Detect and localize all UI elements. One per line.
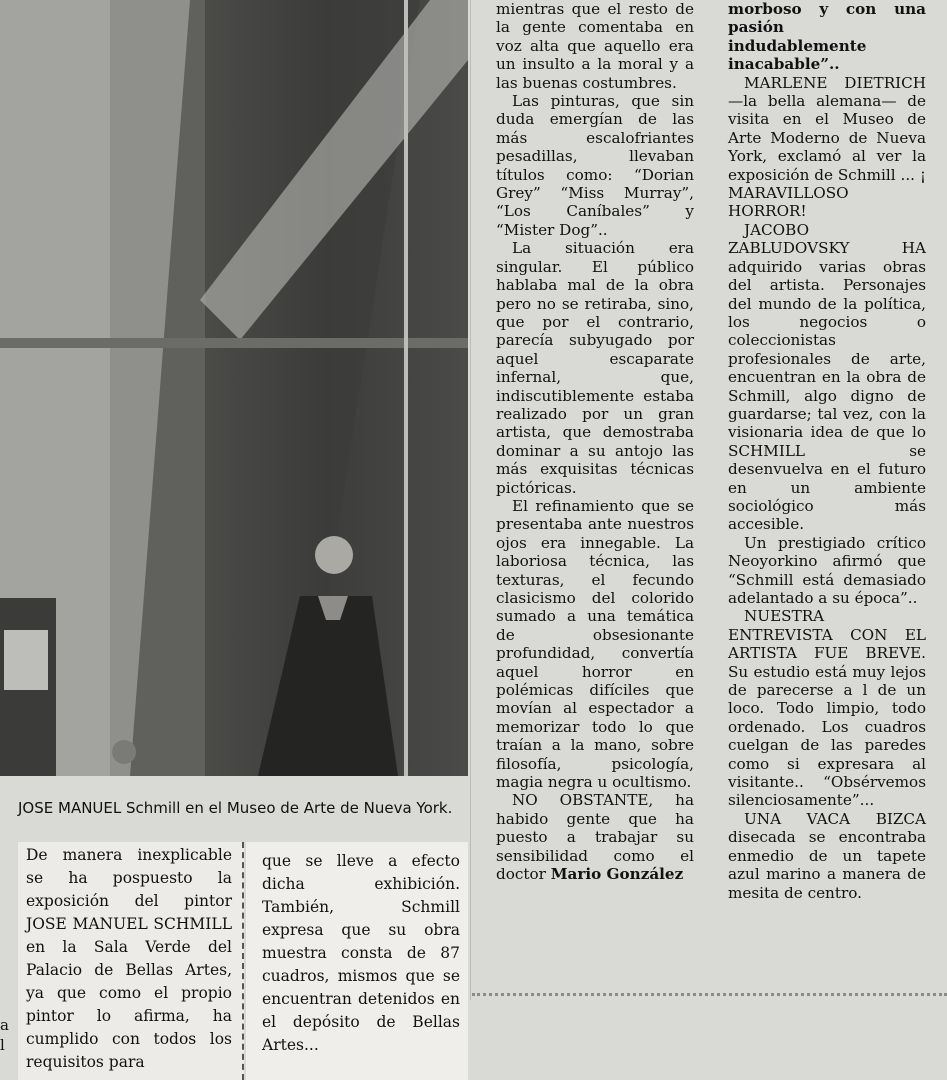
article-column-middle xyxy=(496,0,694,884)
lead-in: MARLENE DIETRICH xyxy=(744,73,926,92)
paragraph xyxy=(728,810,926,902)
paragraph xyxy=(496,791,694,883)
paragraph: El refinamiento que se presentaba ante nuestros ojos era innegable. La laboriosa técnica, las texturas, el fecundo clasicismo del colorido sumado a una temática de obsesionante profundidad, convertía aquel horror en polémicas difíciles que movían al espectador a memorizar todo lo que traían a la mano, sobre filosofía, psicología, magia negra u ocultismo. xyxy=(496,496,694,792)
name-bold: Mario González xyxy=(550,865,684,884)
museum-photo xyxy=(0,0,468,776)
lead-in: NO OBSTANTE, xyxy=(512,791,654,810)
clipping-text-left: De manera inexplicable se ha pospuesto la exposición del pintor JOSE MANUEL SCHMILL en la Sala Verde del Palacio de Bellas Artes, ya que como el propio pintor lo afirma, ha cumplido con todos los requisitos para xyxy=(26,846,232,1071)
clipping-text-right: que se lleve a efecto dicha exhibición. También, Schmill expresa que su obra muestra consta de 87 cuadros, mismos que se encuentran detenidos en el depósito de Bellas Artes... xyxy=(262,852,460,1054)
lead-in: UNA VACA BIZCA xyxy=(744,809,926,828)
clipping-left xyxy=(18,842,244,1080)
dotted-divider xyxy=(472,993,947,996)
paragraph: Las pinturas, que sin duda emergían de las más escalofriantes pesadillas, llevaban títulos como: “Dorian Grey” “Miss Murray”, “Los Caníbales” y “Mister Dog”.. xyxy=(496,92,694,239)
paragraph xyxy=(728,221,926,534)
paragraph-text: —la bella alemana— de visita en el Museo de Arte Moderno de Nueva York, exclamó al ver la exposición de Schmill ... ¡ MARAVILLOSO HORROR! xyxy=(728,92,926,221)
paragraph-text: Su estudio está muy lejos de parecerse a l de un loco. Todo limpio, todo ordenado. Los cuadros cuelgan de las paredes como si expresara al visitante.. “Obsérvemos silenciosamente”... xyxy=(728,662,926,810)
lead-in: JACOBO ZABLUDOVSKY HA xyxy=(728,220,926,258)
paragraph-text: ha habido gente que ha puesto a trabajar su sensibilidad como el doctor xyxy=(496,791,694,884)
paragraph: mientras que el resto de la gente comentaba en voz alta que aquello era un insulto a la moral y a las buenas costumbres. xyxy=(496,0,694,92)
column-rule xyxy=(470,0,471,1000)
paragraph xyxy=(728,74,926,221)
paragraph-text: adquirido varias obras del artista. Personajes del mundo de la política, los negocios o coleccionistas profesionales de arte, encuentran en la obra de Schmill, algo digno de guardarse; tal vez, con la visionaria idea de que lo SCHMILL se desenvuelva en el futuro en un ambiente sociológico más accesible. xyxy=(728,257,926,534)
paragraph-bold: morboso y con una pasión indudablemente inacabable”.. xyxy=(728,0,926,74)
edge-fragment: a l xyxy=(0,1016,9,1054)
paragraph-text: disecada se encontraba enmedio de un tapete azul marino a manera de mesita de centro. xyxy=(728,828,926,902)
clipping-right xyxy=(246,842,468,1080)
paragraph: Un prestigiado crítico Neoyorkino afirmó que “Schmill está demasiado adelantado a su época”.. xyxy=(728,533,926,607)
paragraph xyxy=(728,607,926,809)
paragraph: La situación era singular. El público hablaba mal de la obra pero no se retiraba, sino, que por el contrario, parecía subyugado por aquel escaparate infernal, que, indiscutiblemente estaba realizado por un gran artista, que demostraba dominar a su antojo las más exquisitas técnicas pictóricas. xyxy=(496,239,694,497)
photograph xyxy=(0,0,468,776)
article-column-right xyxy=(728,0,926,902)
lead-in: NUESTRA ENTREVISTA CON EL ARTISTA FUE BREVE. xyxy=(728,607,926,663)
paragraph xyxy=(728,0,926,74)
photo-caption: JOSE MANUEL Schmill en el Museo de Arte de Nueva York. xyxy=(18,799,453,817)
